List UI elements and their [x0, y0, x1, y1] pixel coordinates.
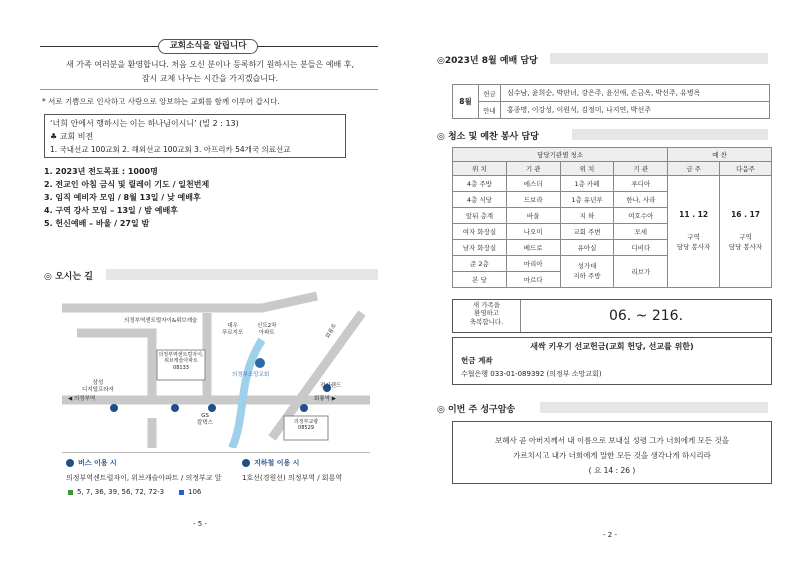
- table-cell: 베드로: [506, 240, 560, 256]
- col-next: 다음주: [720, 162, 772, 176]
- table-cell: 1층 유년부: [560, 192, 614, 208]
- verse-bar: [540, 402, 768, 413]
- page-number-left: - 5 -: [193, 520, 207, 528]
- welcome-line-1: 새 가족 여러분을 환영합니다. 처음 오신 분이나 등록하기 원하시는 분들은 예배 후,: [65, 60, 355, 69]
- mission-box: [452, 337, 772, 385]
- table-cell: 본 당: [453, 272, 507, 288]
- table-cell: 에스더: [506, 176, 560, 192]
- duty-table: [452, 84, 770, 119]
- col-loc-2: 위 치: [560, 162, 614, 176]
- bus-green-lines: 5, 7, 36, 39, 56, 72, 72-3: [77, 488, 165, 496]
- newfamily-box: [452, 299, 772, 333]
- vision-text: 1. 국내선교 100교회 2. 해외선교 100교회 3. 아프리카 54개국 의료선교: [50, 145, 291, 154]
- map-label-hoeryong: 회룡역 ▶: [314, 396, 336, 402]
- transport-divider: [62, 452, 370, 453]
- vision-box: [44, 114, 346, 158]
- col-thu: 금 주: [668, 162, 720, 176]
- clean-bar: [572, 129, 768, 140]
- map-label-shindo: 신도2차 아파트: [257, 323, 277, 336]
- mission-title: 새싹 키우기 선교헌금(교회 헌당, 선교를 위한): [530, 342, 694, 351]
- vision-title: ♣ 교회 비전: [50, 132, 94, 141]
- table-cell: 모세: [614, 224, 668, 240]
- map-label-xi: 의정부역센트럴자이, 위브캐슬아파트 08133: [158, 352, 204, 371]
- clean-header: 담당기관별 청소: [453, 148, 668, 162]
- map-label-top: 의정부역센트럴자이&위브캐슬: [124, 318, 198, 324]
- subway-title: 지하철 이용 시: [254, 459, 300, 467]
- table-cell: 바울: [506, 208, 560, 224]
- table-cell: 나오미: [506, 224, 560, 240]
- duty-month: 8월: [453, 85, 479, 119]
- news-item: 5. 헌신예배 – 바울 / 27일 밤: [44, 219, 150, 228]
- table-cell: 1층 카페: [560, 176, 614, 192]
- green-bus-icon: [68, 490, 73, 495]
- guide-label: 안내: [479, 102, 501, 119]
- praise-thu: [668, 176, 720, 288]
- vision-verse: ‘너희 안에서 행하시는 이는 하나님이시니’ (빌 2 : 13): [50, 119, 239, 128]
- news-item: 4. 구역 강사 모임 – 13일 / 밤 예배후: [44, 206, 178, 215]
- map-label-road: 회룡로: [325, 322, 339, 340]
- verse-title: ◎ 이번 주 성구암송: [437, 405, 516, 415]
- table-cell: 리브가: [614, 256, 668, 288]
- divider: [40, 89, 378, 90]
- verse-line-1: 보혜사 곧 아버지께서 내 이름으로 보내실 성령 그가 너희에게 모든 것을: [495, 436, 729, 445]
- bus-stop: 의정부역센트럴자이, 위브캐슬아파트 / 의정부교 앞: [66, 474, 222, 482]
- newfamily-label: 새 가족을 환영하고 축복합니다.: [453, 300, 521, 332]
- verse-line-2: 가르치시고 내가 너희에게 말한 모든 것을 생각나게 하시리라: [513, 451, 711, 460]
- praise-next: [720, 176, 772, 288]
- directions-title: ◎ 오시는 길: [44, 272, 93, 282]
- duty-bar: [550, 53, 768, 64]
- table-cell: 유아실: [560, 240, 614, 256]
- map-label-bridge: 의정부교량 08529: [293, 419, 319, 432]
- news-item: 1. 2023년 전도목표 : 1000명: [44, 167, 158, 176]
- guide-names: 홍종명, 이강성, 이원석, 김정미, 나지연, 박선주: [501, 102, 770, 119]
- table-cell: 앞뒤 층계: [453, 208, 507, 224]
- map-label-junho: 전자랜드: [320, 383, 342, 389]
- bus-title: 버스 이용 시: [78, 459, 117, 467]
- clean-table: [452, 147, 772, 288]
- praise-thu-org: 구역 담당 봉사자: [676, 233, 711, 251]
- table-cell: 루디아: [614, 176, 668, 192]
- praise-header: 예 찬: [668, 148, 772, 162]
- greeting-note: * 서로 기쁨으로 인사하고 사랑으로 앙보하는 교회를 함께 이루어 갑시다.: [42, 97, 280, 106]
- table-cell: 여자 화장실: [453, 224, 507, 240]
- newfamily-value: 06. ~ 216.: [608, 308, 684, 324]
- verse-box: [452, 421, 772, 484]
- table-cell: 남자 화장실: [453, 240, 507, 256]
- map: [62, 288, 370, 448]
- table-cell: 준 2층: [453, 256, 507, 272]
- table-cell: 지 하: [560, 208, 614, 224]
- page-number-right: - 2 -: [603, 531, 617, 539]
- news-item: 3. 임직 예비자 모임 / 8월 13일 / 낮 예배후: [44, 193, 201, 202]
- blue-bus-icon: [179, 490, 184, 495]
- praise-thu-date: 11 . 12: [679, 210, 709, 220]
- table-cell: 드보라: [506, 192, 560, 208]
- news-title: 교회소식을 알립니다: [158, 39, 258, 54]
- map-label-samsung: 삼성 디지털프라자: [82, 380, 114, 393]
- col-loc: 위 치: [453, 162, 507, 176]
- map-label-church: 의정부소망교회: [232, 372, 270, 378]
- col-org-2: 기 관: [614, 162, 668, 176]
- table-cell: 한나, 사라: [614, 192, 668, 208]
- subway-text: 1호선(경원선) 의정부역 / 회룡역: [242, 474, 343, 482]
- table-cell: 마리아: [506, 256, 560, 272]
- table-cell: 디비다: [614, 240, 668, 256]
- account-label: 헌금 계좌: [461, 356, 493, 365]
- table-cell: 여호수아: [614, 208, 668, 224]
- account-number: 수협은행 033-01-089392 (의정부 소망교회): [461, 370, 602, 378]
- table-cell: 성가대 지하 주방: [560, 256, 614, 288]
- map-label-station: ◀ 의정부역: [68, 396, 96, 402]
- bus-blue-lines: 106: [188, 488, 202, 496]
- clean-title: ◎ 청소 및 예찬 봉사 담당: [437, 132, 539, 142]
- bus-icon: [66, 459, 74, 467]
- col-org: 기 관: [506, 162, 560, 176]
- offering-label: 헌금: [479, 85, 501, 102]
- praise-next-date: 16 . 17: [731, 210, 761, 220]
- welcome-line-2: 잠시 교제 나누는 시간을 가지겠습니다.: [141, 74, 279, 83]
- map-label-gs: GS 칼텍스: [197, 413, 213, 426]
- subway-icon: [242, 459, 250, 467]
- news-item: 2. 전교인 아침 금식 및 릴레이 기도 / 일천번제: [44, 180, 210, 189]
- map-label-daewoo: 대우 푸르지오: [222, 323, 244, 336]
- table-cell: 마르다: [506, 272, 560, 288]
- verse-reference: ( 요 14 : 26 ): [588, 466, 636, 475]
- table-cell: 4층 주방: [453, 176, 507, 192]
- table-cell: 4층 식당: [453, 192, 507, 208]
- offering-names: 심수남, 윤희순, 박판녀, 강은주, 윤신애, 손금옥, 박선주, 유병옥: [501, 85, 770, 102]
- directions-bar: [106, 269, 378, 280]
- table-cell: 교회 주변: [560, 224, 614, 240]
- praise-next-org: 구역 담당 봉사자: [728, 233, 763, 251]
- duty-title: ◎2023년 8월 예배 담당: [437, 56, 538, 66]
